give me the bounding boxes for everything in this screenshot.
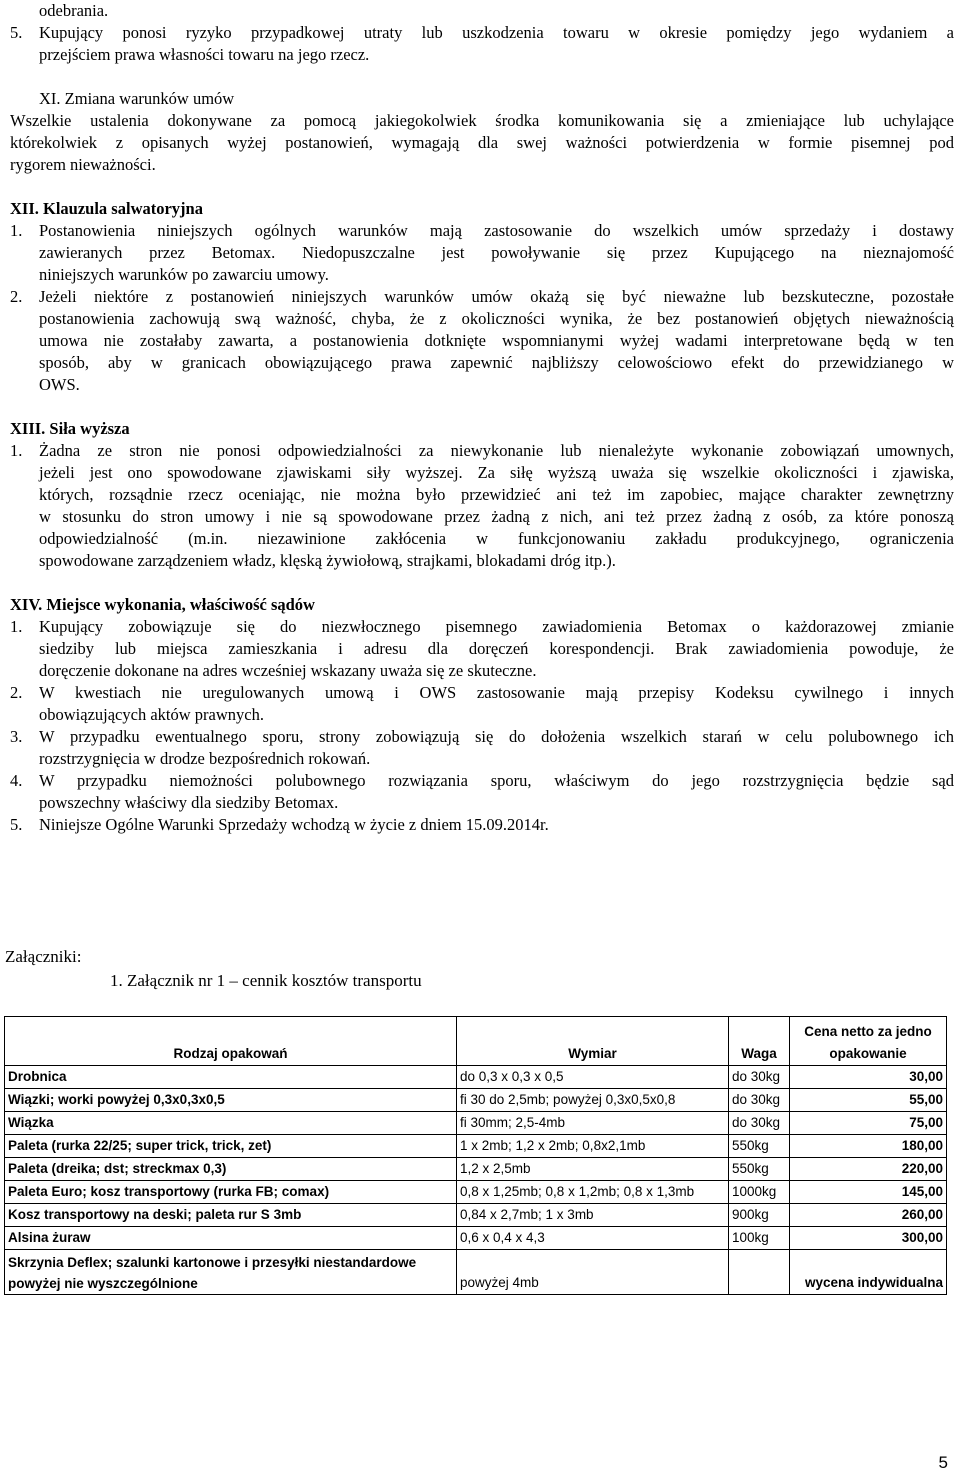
table-cell: 0,8 x 1,25mb; 0,8 x 1,2mb; 0,8 x 1,3mb — [457, 1181, 729, 1204]
table-cell: Wiązka — [5, 1112, 457, 1135]
section-heading: XIV. Miejsce wykonania, właściwość sądów — [10, 595, 315, 614]
table-row — [5, 1204, 947, 1227]
document-page — [10, 0, 954, 836]
table-cell: 260,00 — [790, 1204, 947, 1227]
table-cell: Kosz transportowy na deski; paleta rur S 3mb — [5, 1204, 457, 1227]
table-cell: 1000kg — [729, 1181, 790, 1204]
list-item — [10, 440, 954, 572]
attachments-label: Załączniki: — [5, 947, 82, 966]
column-header: Cena netto za jedno opakowanie — [790, 1017, 947, 1066]
section-heading: XI. Zmiana warunków umów — [39, 89, 235, 108]
table-row — [5, 1250, 947, 1295]
text-line: niniejszych warunków po zawarciu umowy. — [39, 265, 329, 284]
table-cell: Drobnica — [5, 1066, 457, 1089]
table-cell: powyżej 4mb — [457, 1250, 729, 1295]
text-line: siedziby lub miejsca zamieszkania i adresu dla doręczeń korespondencji. Brak zawiadomienia powoduje, że — [39, 639, 954, 658]
table-cell: 550kg — [729, 1158, 790, 1181]
text-line: OWS. — [39, 375, 80, 394]
table-cell: 145,00 — [790, 1181, 947, 1204]
text-line: Wszelkie ustalenia dokonywane za pomocą jakiegokolwiek środka komunikowania się a zmieniające lub uchylające — [10, 111, 954, 130]
text-line: Jeżeli niektóre z postanowień niniejszych warunków umów okażą się być nieważne lub bezskuteczne, pozostałe — [39, 287, 954, 306]
list-item — [10, 616, 954, 682]
list-number: 3. — [10, 727, 23, 746]
list-number: 1. — [10, 617, 23, 636]
table-cell: 900kg — [729, 1204, 790, 1227]
table-header-row — [5, 1017, 947, 1066]
text-line: w stosunku do stron umowy i nie są spowodowane przez żadną z nich, ani też przez żadną z osób, za które ponoszą — [39, 507, 954, 526]
table-cell: 220,00 — [790, 1158, 947, 1181]
table-cell: 0,84 x 2,7mb; 1 x 3mb — [457, 1204, 729, 1227]
text-line: rygorem nieważności. — [10, 155, 156, 174]
text-line: odpowiedzialność (m.in. niezawinione zakłócenia w funkcjonowaniu zakładu produkcyjnego, ograniczenia — [39, 529, 954, 548]
table-body — [5, 1017, 947, 1295]
text-line: spowodowane zarządzeniem władz, klęską żywiołową, strajkami, blokadami dróg itp.). — [39, 551, 616, 570]
text-line: W przypadku niemożności polubownego rozwiązania sporu, właściwym do jego rozstrzygnięcia będzie sąd — [39, 771, 954, 790]
table-cell — [729, 1250, 790, 1295]
column-header: Waga — [729, 1017, 790, 1066]
table-cell: do 30kg — [729, 1112, 790, 1135]
text-line: Postanowienia niniejszych ogólnych warunków mają zastosowanie do wszelkich umów sprzedaży i dostawy — [39, 221, 954, 240]
list-number: 2. — [10, 683, 23, 702]
text-line: postanowienia zachowują swą ważność, chyba, że z okoliczności wynika, że bez postanowień objętych nieważnością — [39, 309, 954, 328]
text-line: Niniejsze Ogólne Warunki Sprzedaży wchodzą w życie z dniem 15.09.2014r. — [39, 815, 549, 834]
table-row — [5, 1089, 947, 1112]
list-item — [10, 682, 954, 726]
list-item — [10, 286, 954, 396]
table-cell: do 0,3 x 0,3 x 0,5 — [457, 1066, 729, 1089]
text-line: umowa nie zostałaby zawarta, a postanowienia dotknięte wspomnianymi wyżej wadami interpretowane będą w ten — [39, 331, 954, 350]
section-heading: XII. Klauzula salwatoryjna — [10, 199, 203, 218]
table-cell: Alsina żuraw — [5, 1227, 457, 1250]
section-heading: XIII. Siła wyższa — [10, 419, 130, 438]
table-cell: wycena indywidualna — [790, 1250, 947, 1295]
list-item — [10, 814, 954, 836]
table-row — [5, 1227, 947, 1250]
table-cell: 55,00 — [790, 1089, 947, 1112]
text-line: sposób, aby w granicach obowiązującego prawa zapewnić najbliższy celowościowo efekt do przewidzianego w — [39, 353, 954, 372]
table-cell: 300,00 — [790, 1227, 947, 1250]
text-line: W kwestiach nie uregulowanych umową i OWS zastosowanie mają przepisy Kodeksu cywilnego i innych — [39, 683, 954, 702]
table-cell: 100kg — [729, 1227, 790, 1250]
table-cell: do 30kg — [729, 1066, 790, 1089]
page-number: 5 — [938, 1453, 948, 1472]
list-item — [10, 770, 954, 814]
text-line: Kupujący ponosi ryzyko przypadkowej utraty lub uszkodzenia towaru w okresie pomiędzy jego wydaniem a — [39, 23, 954, 42]
list-number: 1. — [10, 221, 23, 240]
list-number: 4. — [10, 771, 23, 790]
text-line: odebrania. — [39, 1, 109, 20]
table-row — [5, 1135, 947, 1158]
text-line: którekolwiek z opisanych wyżej postanowień, wymagają dla swej ważności potwierdzenia w formie pisemnej pod — [10, 133, 954, 152]
table-cell: 0,6 x 0,4 x 4,3 — [457, 1227, 729, 1250]
column-header: Rodzaj opakowań — [5, 1017, 457, 1066]
table-cell: 75,00 — [790, 1112, 947, 1135]
list-number: 2. — [10, 287, 23, 306]
table-cell: fi 30 do 2,5mb; powyżej 0,3x0,5x0,8 — [457, 1089, 729, 1112]
text-line: Kupujący zobowiązuje się do niezwłocznego pisemnego zawiadomienia Betomax o każdorazowej zmianie — [39, 617, 954, 636]
text-line: zawieranych przez Betomax. Niedopuszczalne jest powoływanie się przez Kupującego na nieznajomość — [39, 243, 954, 262]
list-number: 5. — [10, 23, 23, 42]
table-cell: 550kg — [729, 1135, 790, 1158]
list-item — [10, 22, 954, 66]
transport-price-table — [4, 1016, 947, 1295]
table-cell: Paleta (rurka 22/25; super trick, trick, zet) — [5, 1135, 457, 1158]
table-cell: Paleta (dreika; dst; streckmax 0,3) — [5, 1158, 457, 1181]
table-cell: do 30kg — [729, 1089, 790, 1112]
table-cell: 1 x 2mb; 1,2 x 2mb; 0,8x2,1mb — [457, 1135, 729, 1158]
text-line: powszechny właściwy dla siedziby Betomax. — [39, 793, 339, 812]
table-cell: Wiązki; worki powyżej 0,3x0,3x0,5 — [5, 1089, 457, 1112]
text-line: przejściem prawa własności towaru na jego rzecz. — [39, 45, 370, 64]
text-line: jeżeli jest ono spowodowane zjawiskami siły wyższej. Za siłę wyższą uważa się wszelkie okoliczności i zjawiska, — [39, 463, 954, 482]
table-cell: fi 30mm; 2,5-4mb — [457, 1112, 729, 1135]
table-row — [5, 1181, 947, 1204]
text-line: rozstrzygnięcia w drodze bezpośrednich rokowań. — [39, 749, 371, 768]
table-row — [5, 1066, 947, 1089]
table-row — [5, 1112, 947, 1135]
column-header: Wymiar — [457, 1017, 729, 1066]
text-line: Żadna ze stron nie ponosi odpowiedzialności za niewykonanie lub nienależyte wykonanie zobowiązań umownych, — [39, 441, 954, 460]
list-item — [10, 220, 954, 286]
list-item — [10, 726, 954, 770]
table-cell: 1,2 x 2,5mb — [457, 1158, 729, 1181]
text-line: W przypadku ewentualnego sporu, strony zobowiązują się do dołożenia wszelkich starań w celu polubownego ich — [39, 727, 954, 746]
list-number: 5. — [10, 815, 23, 834]
table-cell: 30,00 — [790, 1066, 947, 1089]
table-cell: 180,00 — [790, 1135, 947, 1158]
list-number: 1. — [10, 441, 23, 460]
text-line: których, rozsądnie rzecz oceniając, nie można było przewidzieć ani też im zapobiec, mające charakter zewnętrzny — [39, 485, 954, 504]
text-line: obowiązujących aktów prawnych. — [39, 705, 264, 724]
table-cell: Paleta Euro; kosz transportowy (rurka FB; comax) — [5, 1181, 457, 1204]
table-row — [5, 1158, 947, 1181]
attachment-item: 1. Załącznik nr 1 – cennik kosztów transportu — [110, 971, 422, 990]
text-line: doręczenie dokonane na adres wcześniej wskazany uważa się ze skuteczne. — [39, 661, 537, 680]
table-cell: Skrzynia Deflex; szalunki kartonowe i przesyłki niestandardowe powyżej nie wyszczególnione — [5, 1250, 457, 1295]
